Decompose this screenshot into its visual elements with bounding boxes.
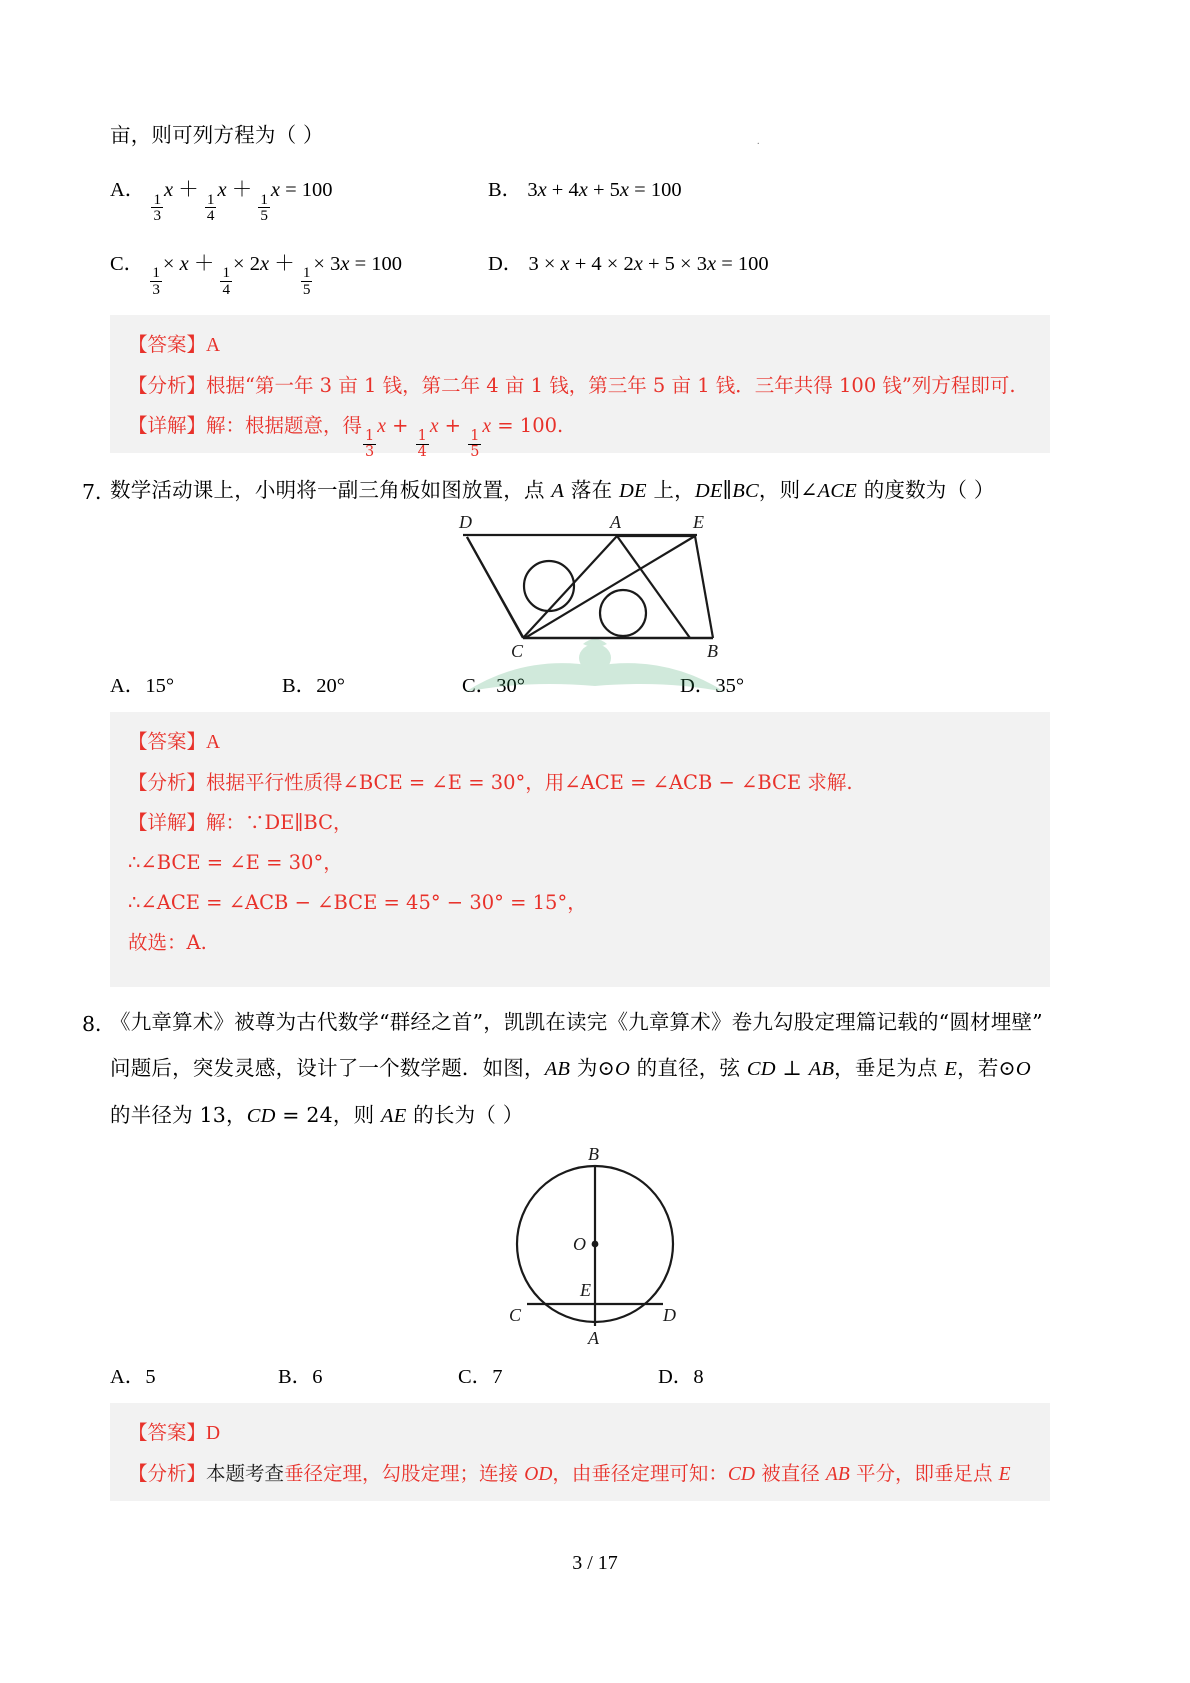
q7-number: 7． [82, 480, 116, 505]
q7-option-a-label: A． [110, 675, 146, 698]
q8-option-c-label: C． [458, 1366, 493, 1389]
q8-option-c-value: 7 [492, 1366, 503, 1389]
q6-options-row-2 [110, 246, 1080, 298]
q6-option-c[interactable]: C． $\frac{1}{3}$ × x ＋ $\frac{1}{4}$ × 2x ＋ $\frac{1}{5}$ × 3x = 100 [110, 252, 402, 298]
q6-detail-row [128, 406, 1032, 459]
svg-text:E: E [580, 1280, 591, 1301]
q7-detail-line4: 故选：A. [128, 931, 207, 954]
q8-option-a-value: 5 [145, 1366, 156, 1389]
q8-answer-box [110, 1403, 1050, 1501]
q7-detail-line2: ∴∠BCE = ∠E = 30°， [128, 851, 343, 875]
q6-option-d[interactable]: D． 3 × x + 4 × 2x + 5 × 3x = 100 [488, 252, 769, 275]
q7-option-d-value: 35° [715, 675, 745, 698]
q7-option-b-value: 20° [316, 675, 345, 698]
q7-option-d-label: D． [680, 675, 716, 698]
q8-option-d-value: 8 [693, 1366, 704, 1389]
q7-detail-line1 [128, 803, 1032, 843]
q8-answer-value: D [206, 1423, 221, 1445]
q6-answer-tag: 【答案】 [128, 333, 207, 357]
q8-stem-line3: 的半径为 13，CD = 24，则 AE 的长为（ ） [110, 1102, 524, 1127]
q8-analysis-tag: 【分析】 [128, 1462, 207, 1486]
fraction-one-fifth: $\frac{1}{5}$ [260, 190, 268, 225]
q8-analysis-text: 本题考查垂径定理，勾股定理；连接 OD，由垂径定理可知：CD 被直径 AB 平分，即垂足点 E [206, 1462, 1011, 1486]
svg-text:C: C [511, 641, 524, 661]
q7-option-c-label: C． [462, 675, 497, 698]
svg-text:A: A [610, 514, 621, 533]
q7-option-d[interactable] [680, 668, 744, 698]
q8-answer-row [128, 1413, 1032, 1454]
q6-analysis-tag: 【分析】 [128, 374, 207, 398]
q7-stem: 数学活动课上，小明将一副三角板如图放置，点 A 落在 DE 上，DE∥BC，则∠ACE 的度数为（ ） [110, 478, 995, 503]
q6-option-b[interactable]: B． 3x + 4x + 5x = 100 [488, 178, 682, 201]
q6-detail-equation: $\frac{1}{3}$ x + $\frac{1}{4}$ x + $\frac{1}{5}$ x = 100. [365, 414, 564, 460]
q7-option-b-label: B． [282, 675, 317, 698]
scan-artifact-dot: . [757, 136, 760, 147]
q6-answer-box [110, 315, 1050, 460]
svg-text:D: D [459, 514, 472, 533]
svg-text:D: D [663, 1305, 676, 1326]
q8-option-c[interactable] [458, 1359, 658, 1389]
q6-answer-row [128, 325, 1032, 366]
svg-text:C: C [509, 1305, 522, 1326]
q7-analysis-text: 根据平行性质得∠BCE = ∠E = 30°，用∠ACE = ∠ACB − ∠BCE 求解. [206, 771, 853, 795]
page-separator: / [587, 1552, 593, 1574]
q8-option-b-label: B． [278, 1366, 313, 1389]
fraction-one-fourth: $\frac{1}{4}$ [206, 190, 215, 225]
q7-answer-box [110, 712, 1050, 987]
q8-option-d-label: D． [658, 1366, 694, 1389]
q8-analysis-row [128, 1454, 1032, 1495]
fraction-one-fifth-2: $\frac{1}{5}$ [302, 264, 311, 298]
q7-answer-value: A [206, 732, 221, 754]
fraction-one-third: $\frac{1}{3}$ [153, 190, 162, 225]
q7-option-c[interactable] [462, 668, 680, 698]
page-footer [0, 1552, 1190, 1575]
q7-block [82, 475, 1080, 508]
q8-option-a[interactable] [110, 1359, 278, 1389]
q7-answer-tag: 【答案】 [128, 730, 207, 754]
page-total: 17 [597, 1552, 618, 1574]
q6-options-row-1 [110, 172, 1080, 224]
svg-text:B: B [588, 1144, 599, 1165]
fraction-one-fourth-2: $\frac{1}{4}$ [222, 264, 231, 298]
q8-option-d[interactable] [658, 1359, 704, 1389]
q8-number: 8． [82, 1012, 116, 1037]
q6-analysis-row [128, 366, 1032, 406]
q7-option-c-value: 30° [496, 675, 525, 698]
circle-chord-figure [485, 1144, 705, 1349]
q8-option-a-label: A． [110, 1366, 146, 1389]
q7-answer-row [128, 722, 1032, 763]
q7-option-b[interactable] [282, 668, 462, 698]
q6-option-a[interactable]: A． $\frac{1}{3}$ x ＋ $\frac{1}{4}$ x ＋ $\frac{1}{5}$ x = 100 [110, 178, 333, 225]
q6-analysis-text: 根据“第一年 3 亩 1 钱，第二年 4 亩 1 钱，第三年 5 亩 1 钱．三年共得 100 钱”列方程即可. [206, 374, 1016, 398]
q7-detail-tag: 【详解】 [128, 811, 207, 835]
q6-detail-lead: 解：根据题意，得 [206, 414, 363, 438]
q7-figure-wrap [110, 514, 1080, 660]
q7-detail-line1-text: 解：∵DE∥BC， [206, 811, 353, 835]
q7-option-a[interactable] [110, 668, 282, 698]
triangle-boards-figure [445, 514, 745, 660]
fraction-one-third-2: $\frac{1}{3}$ [152, 264, 160, 298]
q8-figure-wrap [110, 1144, 1080, 1349]
q8-option-b-value: 6 [312, 1366, 323, 1389]
svg-text:E: E [693, 514, 704, 533]
q8-options-row [110, 1359, 1080, 1389]
q8-option-b[interactable] [278, 1359, 458, 1389]
q6-detail-tag: 【详解】 [128, 414, 207, 438]
q6-stem-tail: 亩，则可列方程为（ ） [110, 123, 324, 147]
q8-answer-tag: 【答案】 [128, 1421, 207, 1445]
q7-analysis-row [128, 763, 1032, 803]
svg-text:A: A [588, 1328, 599, 1349]
page-number: 3 [572, 1552, 583, 1574]
q6-answer-value: A [206, 335, 221, 357]
q8-stem-line2: 问题后，突发灵感，设计了一个数学题．如图，AB 为⊙O 的直径，弦 CD ⊥ AB，垂足为点 E，若⊙O [110, 1055, 1031, 1080]
q7-analysis-tag: 【分析】 [128, 771, 207, 795]
q7-option-a-value: 15° [145, 675, 175, 698]
q7-options-row [110, 668, 1080, 698]
q8-stem-line1: 《九章算术》被尊为古代数学“群经之首”，凯凯在读完《九章算术》卷九勾股定理篇记载的“圆材埋壁” [110, 1010, 1043, 1035]
q8-block [82, 1007, 1080, 1132]
q7-detail-line3: ∴∠ACE = ∠ACB − ∠BCE = 45° − 30° = 15°， [128, 891, 587, 915]
svg-text:O: O [573, 1234, 586, 1255]
svg-text:B: B [707, 641, 718, 661]
